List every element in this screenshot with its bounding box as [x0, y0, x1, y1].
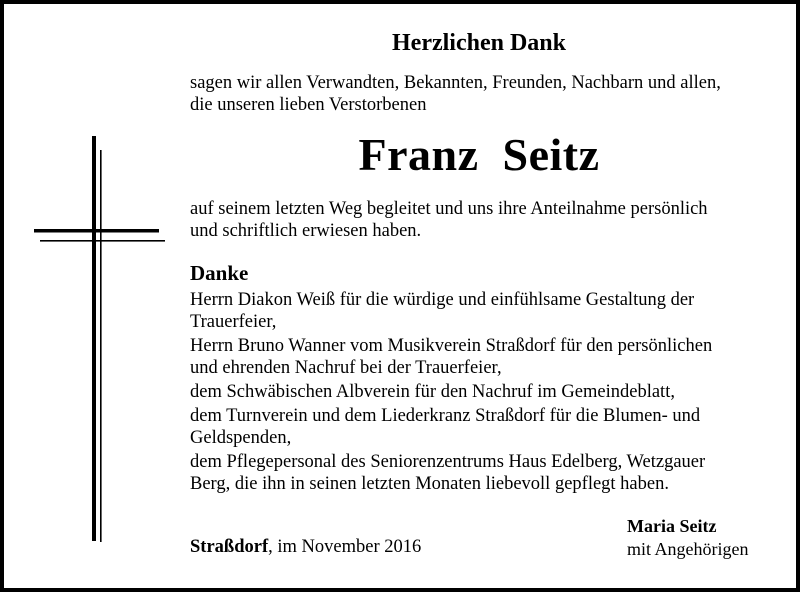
place-name: Straßdorf: [190, 537, 269, 557]
thanks-line: Berg, die ihn in seinen letzten Monaten liebevoll gepflegt haben.: [190, 474, 669, 494]
thanks-line: dem Pflegepersonal des Seniorenzentrums Haus Edelberg, Wetzgauer: [190, 452, 706, 472]
thanks-line: dem Turnverein und dem Liederkranz Straßdorf für die Blumen- und: [190, 406, 701, 426]
thanks-line: und ehrenden Nachruf bei der Trauerfeier,: [190, 358, 502, 378]
after-name-line: und schriftlich erwiesen haben.: [190, 221, 422, 241]
thanks-line: Herrn Diakon Weiß für die würdige und einfühlsame Gestaltung der: [190, 290, 695, 310]
thanks-heading: Danke: [190, 261, 249, 285]
notice-heading: Herzlichen Dank: [392, 30, 566, 56]
intro-line: sagen wir allen Verwandten, Bekannten, Freunden, Nachbarn und allen,: [190, 73, 721, 93]
after-name-line: auf seinem letzten Weg begleitet und uns ihre Anteilnahme persönlich: [190, 199, 708, 219]
signature-relation: mit Angehörigen: [627, 539, 749, 559]
deceased-name: Franz Seitz: [358, 129, 600, 180]
place-date: [190, 536, 421, 558]
thanks-line: dem Schwäbischen Albverein für den Nachruf im Gemeindeblatt,: [190, 382, 675, 402]
thanks-line: Geldspenden,: [190, 428, 292, 448]
thanks-line: Herrn Bruno Wanner vom Musikverein Straßdorf für den persönlichen: [190, 336, 713, 356]
date-text: , im November 2016: [268, 537, 422, 557]
thanks-line: Trauerfeier,: [190, 312, 277, 332]
intro-line: die unseren lieben Verstorbenen: [190, 95, 427, 115]
signature-name: Maria Seitz: [627, 516, 717, 536]
